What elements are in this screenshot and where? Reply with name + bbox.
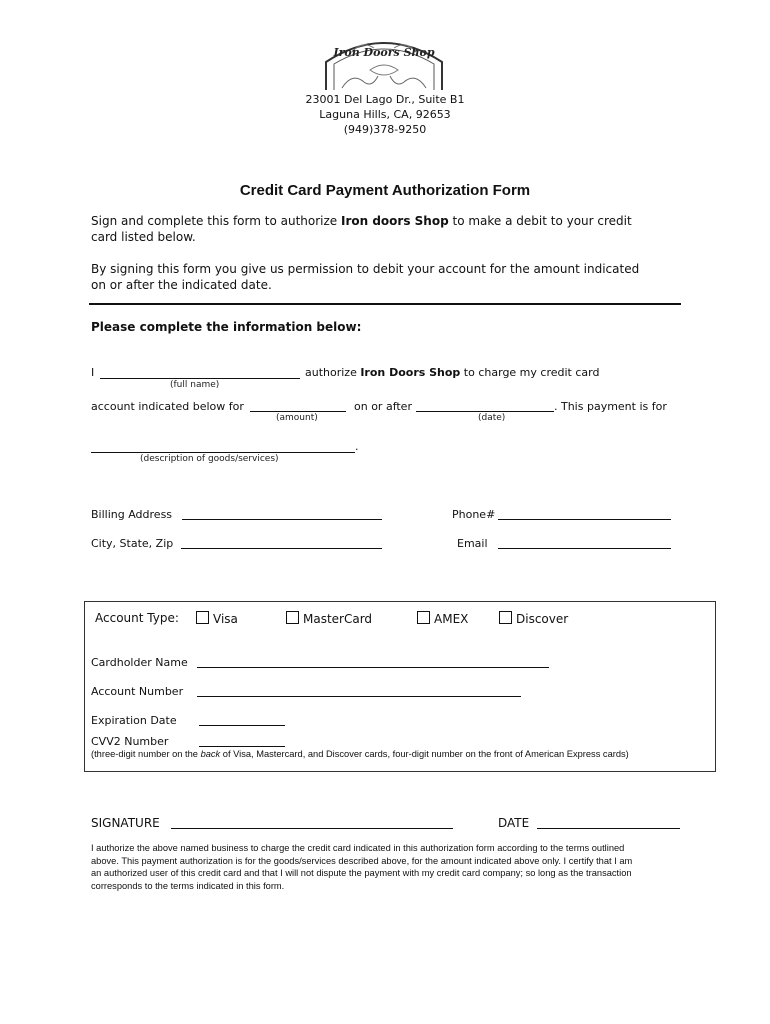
- phone-field[interactable]: [498, 507, 671, 520]
- section-divider: [89, 303, 681, 305]
- description-period: .: [355, 440, 359, 453]
- mastercard-option[interactable]: [286, 611, 372, 626]
- company-phone: (949)378-9250: [343, 123, 427, 136]
- discover-option[interactable]: [499, 611, 568, 626]
- phone-label: Phone#: [452, 508, 496, 521]
- auth-charge-text: to charge my credit card: [460, 366, 600, 379]
- disclaimer-line-4: corresponds to the terms indicated in this form.: [91, 880, 285, 891]
- intro-text-2a: By signing this form you give us permission to debit your account for the amount indicated: [91, 262, 640, 276]
- discover-checkbox[interactable]: [499, 611, 512, 624]
- auth-on-or-after: on or after: [354, 400, 412, 413]
- expiration-date-field[interactable]: [199, 713, 285, 726]
- account-type-label: Account Type:: [95, 611, 179, 625]
- disclaimer-line-2: above. This payment authorization is for the goods/services described above, for the amount indicated above only. I certify that I am: [91, 855, 633, 866]
- address-line-1: 23001 Del Lago Dr., Suite B1: [305, 93, 465, 106]
- auth-i: I: [91, 366, 95, 379]
- visa-label: Visa: [213, 612, 238, 626]
- date-field[interactable]: [416, 399, 554, 412]
- signature-date-field[interactable]: [537, 816, 680, 829]
- amount-hint: (amount): [276, 413, 318, 423]
- account-number-label: Account Number: [91, 685, 184, 698]
- email-label: Email: [457, 537, 488, 550]
- description-field[interactable]: [91, 440, 355, 453]
- form-title: Credit Card Payment Authorization Form: [239, 182, 531, 199]
- date-hint: (date): [478, 413, 506, 423]
- cvv2-field[interactable]: [199, 734, 285, 747]
- mastercard-checkbox[interactable]: [286, 611, 299, 624]
- auth-account-text: account indicated below for: [91, 400, 244, 413]
- account-number-field[interactable]: [197, 684, 521, 697]
- signature-field[interactable]: [171, 816, 453, 829]
- cardholder-name-field[interactable]: [197, 655, 549, 668]
- billing-address-label: Billing Address: [91, 508, 173, 521]
- cvv-note-b: back: [200, 749, 221, 759]
- company-logo: [322, 32, 446, 92]
- amex-option[interactable]: [417, 611, 468, 626]
- billing-address-field[interactable]: [182, 507, 382, 520]
- auth-shop-name: Iron Doors Shop: [360, 366, 461, 379]
- signature-label: SIGNATURE: [91, 816, 160, 830]
- auth-payment-for: . This payment is for: [554, 400, 667, 413]
- email-field[interactable]: [498, 536, 671, 549]
- date-label: DATE: [498, 816, 530, 830]
- intro-text-2b: on or after the indicated date.: [91, 278, 272, 292]
- intro-shop-name: Iron doors Shop: [340, 214, 449, 228]
- full-name-field[interactable]: [100, 366, 300, 379]
- full-name-hint: (full name): [170, 380, 220, 390]
- intro-text-1a: Sign and complete this form to authorize: [91, 214, 341, 228]
- city-state-zip-label: City, State, Zip: [91, 537, 174, 550]
- auth-authorize-text: authorize: [305, 366, 361, 379]
- intro-text-1c: to make a debit to your credit: [448, 214, 632, 228]
- visa-option[interactable]: [196, 611, 238, 626]
- discover-label: Discover: [516, 612, 569, 626]
- cvv2-label: CVV2 Number: [91, 735, 169, 748]
- mastercard-label: MasterCard: [303, 612, 373, 626]
- amount-field[interactable]: [250, 399, 346, 412]
- section-heading: Please complete the information below:: [91, 320, 362, 334]
- intro-text-1d: card listed below.: [91, 230, 196, 244]
- disclaimer-line-3: an authorized user of this credit card and that I will not dispute the payment with my credit card company; so long as the transaction: [91, 868, 632, 878]
- address-line-2: Laguna Hills, CA, 92653: [319, 108, 451, 121]
- amex-label: AMEX: [434, 612, 469, 626]
- description-hint: (description of goods/services): [140, 454, 279, 464]
- cvv-note-c: of Visa, Mastercard, and Discover cards, four-digit number on the front of American Express cards): [220, 749, 629, 759]
- city-state-zip-field[interactable]: [181, 536, 382, 549]
- cardholder-name-label: Cardholder Name: [91, 656, 188, 669]
- cvv-note-a: (three-digit number on the: [91, 749, 201, 759]
- disclaimer-line-1: I authorize the above named business to charge the credit card indicated in this authorization form according to the terms outlined: [91, 843, 625, 853]
- amex-checkbox[interactable]: [417, 611, 430, 624]
- logo-text: Iron Doors Shop: [333, 46, 435, 59]
- visa-checkbox[interactable]: [196, 611, 209, 624]
- expiration-date-label: Expiration Date: [91, 714, 177, 727]
